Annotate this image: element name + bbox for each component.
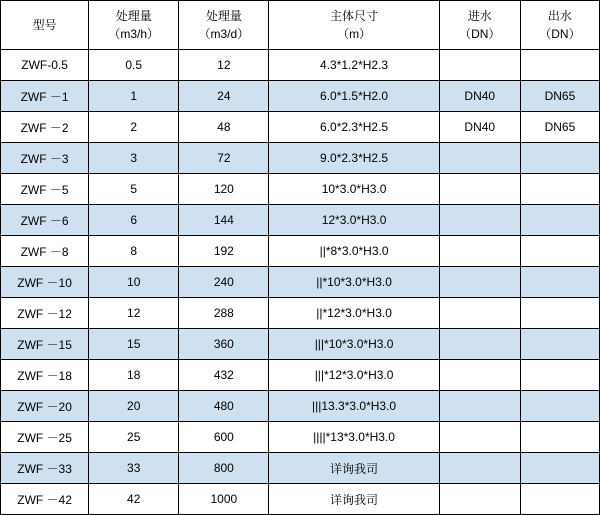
cell-model: ZWF －42 <box>1 484 89 515</box>
cell-model: ZWF －5 <box>1 174 89 205</box>
cell-inlet: DN40 <box>439 112 520 143</box>
cell-outlet <box>520 391 599 422</box>
cell-model: ZWF －20 <box>1 391 89 422</box>
cell-capacity-md: 72 <box>179 143 269 174</box>
cell-inlet <box>439 267 520 298</box>
cell-capacity-mh: 42 <box>89 484 179 515</box>
table-body <box>1 50 600 515</box>
column-header-inlet <box>439 1 520 50</box>
cell-dimensions: 详询我司 <box>269 453 439 484</box>
table-row <box>1 236 600 267</box>
cell-capacity-mh: 1 <box>89 81 179 112</box>
cell-model: ZWF －25 <box>1 422 89 453</box>
table-header-row <box>1 1 600 50</box>
cell-dimensions: 12*3.0*H3.0 <box>269 205 439 236</box>
table-row <box>1 81 600 112</box>
cell-capacity-md: 800 <box>179 453 269 484</box>
cell-capacity-mh: 12 <box>89 298 179 329</box>
cell-dimensions: 6.0*1.5*H2.0 <box>269 81 439 112</box>
column-header-capacity-mh-line-2: （m3/h） <box>108 27 160 41</box>
cell-inlet <box>439 174 520 205</box>
cell-dimensions: 10*3.0*H3.0 <box>269 174 439 205</box>
cell-capacity-mh: 5 <box>89 174 179 205</box>
cell-model: ZWF －3 <box>1 143 89 174</box>
cell-capacity-mh: 15 <box>89 329 179 360</box>
cell-dimensions: 6.0*2.3*H2.5 <box>269 112 439 143</box>
cell-capacity-md: 1000 <box>179 484 269 515</box>
table-row <box>1 422 600 453</box>
cell-inlet <box>439 329 520 360</box>
cell-capacity-mh: 33 <box>89 453 179 484</box>
column-header-model-line-1: 型号 <box>32 18 57 32</box>
table-row <box>1 298 600 329</box>
cell-inlet <box>439 360 520 391</box>
cell-dimensions: |||*10*3.0*H3.0 <box>269 329 439 360</box>
cell-outlet <box>520 50 599 81</box>
cell-capacity-mh: 2 <box>89 112 179 143</box>
column-header-model <box>1 1 89 50</box>
cell-dimensions: |||13.3*3.0*H3.0 <box>269 391 439 422</box>
cell-capacity-md: 48 <box>179 112 269 143</box>
cell-capacity-md: 432 <box>179 360 269 391</box>
cell-capacity-mh: 25 <box>89 422 179 453</box>
cell-dimensions: ||*8*3.0*H3.0 <box>269 236 439 267</box>
column-header-inlet-line-2: （DN） <box>459 27 501 41</box>
cell-inlet <box>439 422 520 453</box>
cell-dimensions: 4.3*1.2*H2.3 <box>269 50 439 81</box>
cell-inlet: DN40 <box>439 81 520 112</box>
cell-capacity-mh: 0.5 <box>89 50 179 81</box>
cell-model: ZWF －2 <box>1 112 89 143</box>
cell-outlet <box>520 329 599 360</box>
cell-capacity-md: 240 <box>179 267 269 298</box>
cell-capacity-md: 144 <box>179 205 269 236</box>
cell-capacity-mh: 18 <box>89 360 179 391</box>
cell-dimensions: ||||*13*3.0*H3.0 <box>269 422 439 453</box>
cell-model: ZWF －18 <box>1 360 89 391</box>
column-header-outlet-line-2: （DN） <box>539 27 581 41</box>
table-row <box>1 50 600 81</box>
cell-inlet <box>439 205 520 236</box>
column-header-outlet-line-1: 出水 <box>547 9 572 23</box>
cell-outlet: DN65 <box>520 81 599 112</box>
column-header-capacity-md-line-1: 处理量 <box>205 9 242 23</box>
cell-capacity-mh: 8 <box>89 236 179 267</box>
column-header-outlet <box>520 1 599 50</box>
cell-dimensions: ||*12*3.0*H3.0 <box>269 298 439 329</box>
cell-dimensions: |||*12*3.0*H3.0 <box>269 360 439 391</box>
cell-model: ZWF －10 <box>1 267 89 298</box>
cell-model: ZWF －1 <box>1 81 89 112</box>
cell-model: ZWF －15 <box>1 329 89 360</box>
cell-model: ZWF －12 <box>1 298 89 329</box>
cell-model: ZWF －8 <box>1 236 89 267</box>
column-header-capacity-mh <box>89 1 179 50</box>
cell-inlet <box>439 143 520 174</box>
cell-outlet <box>520 205 599 236</box>
cell-capacity-md: 12 <box>179 50 269 81</box>
cell-outlet <box>520 360 599 391</box>
cell-dimensions: ||*10*3.0*H3.0 <box>269 267 439 298</box>
cell-outlet <box>520 422 599 453</box>
table-row <box>1 391 600 422</box>
cell-capacity-md: 480 <box>179 391 269 422</box>
cell-inlet <box>439 236 520 267</box>
table-row <box>1 267 600 298</box>
table-header <box>1 1 600 50</box>
cell-model: ZWF-0.5 <box>1 50 89 81</box>
cell-capacity-md: 192 <box>179 236 269 267</box>
cell-capacity-md: 600 <box>179 422 269 453</box>
cell-inlet <box>439 453 520 484</box>
cell-capacity-md: 120 <box>179 174 269 205</box>
cell-outlet <box>520 174 599 205</box>
table-row <box>1 174 600 205</box>
cell-outlet <box>520 143 599 174</box>
cell-capacity-md: 360 <box>179 329 269 360</box>
column-header-capacity-md <box>179 1 269 50</box>
table-row <box>1 112 600 143</box>
table-row <box>1 484 600 515</box>
cell-capacity-mh: 10 <box>89 267 179 298</box>
table-row <box>1 143 600 174</box>
cell-outlet: DN65 <box>520 112 599 143</box>
cell-inlet <box>439 484 520 515</box>
cell-outlet <box>520 298 599 329</box>
column-header-dimensions <box>269 1 439 50</box>
cell-inlet <box>439 391 520 422</box>
table-row <box>1 360 600 391</box>
cell-inlet <box>439 50 520 81</box>
column-header-dimensions-line-2: （m） <box>337 27 372 41</box>
cell-capacity-mh: 3 <box>89 143 179 174</box>
column-header-dimensions-line-1: 主体尺寸 <box>330 9 379 23</box>
cell-inlet <box>439 298 520 329</box>
cell-outlet <box>520 453 599 484</box>
cell-capacity-mh: 20 <box>89 391 179 422</box>
column-header-capacity-md-line-2: （m3/d） <box>198 27 250 41</box>
table-row <box>1 329 600 360</box>
table-row <box>1 453 600 484</box>
column-header-capacity-mh-line-1: 处理量 <box>115 9 152 23</box>
column-header-inlet-line-1: 进水 <box>467 9 492 23</box>
cell-outlet <box>520 236 599 267</box>
cell-dimensions: 详询我司 <box>269 484 439 515</box>
cell-capacity-md: 288 <box>179 298 269 329</box>
cell-dimensions: 9.0*2.3*H2.5 <box>269 143 439 174</box>
table-row <box>1 205 600 236</box>
cell-outlet <box>520 267 599 298</box>
cell-model: ZWF －6 <box>1 205 89 236</box>
cell-capacity-mh: 6 <box>89 205 179 236</box>
cell-capacity-md: 24 <box>179 81 269 112</box>
cell-outlet <box>520 484 599 515</box>
cell-model: ZWF －33 <box>1 453 89 484</box>
